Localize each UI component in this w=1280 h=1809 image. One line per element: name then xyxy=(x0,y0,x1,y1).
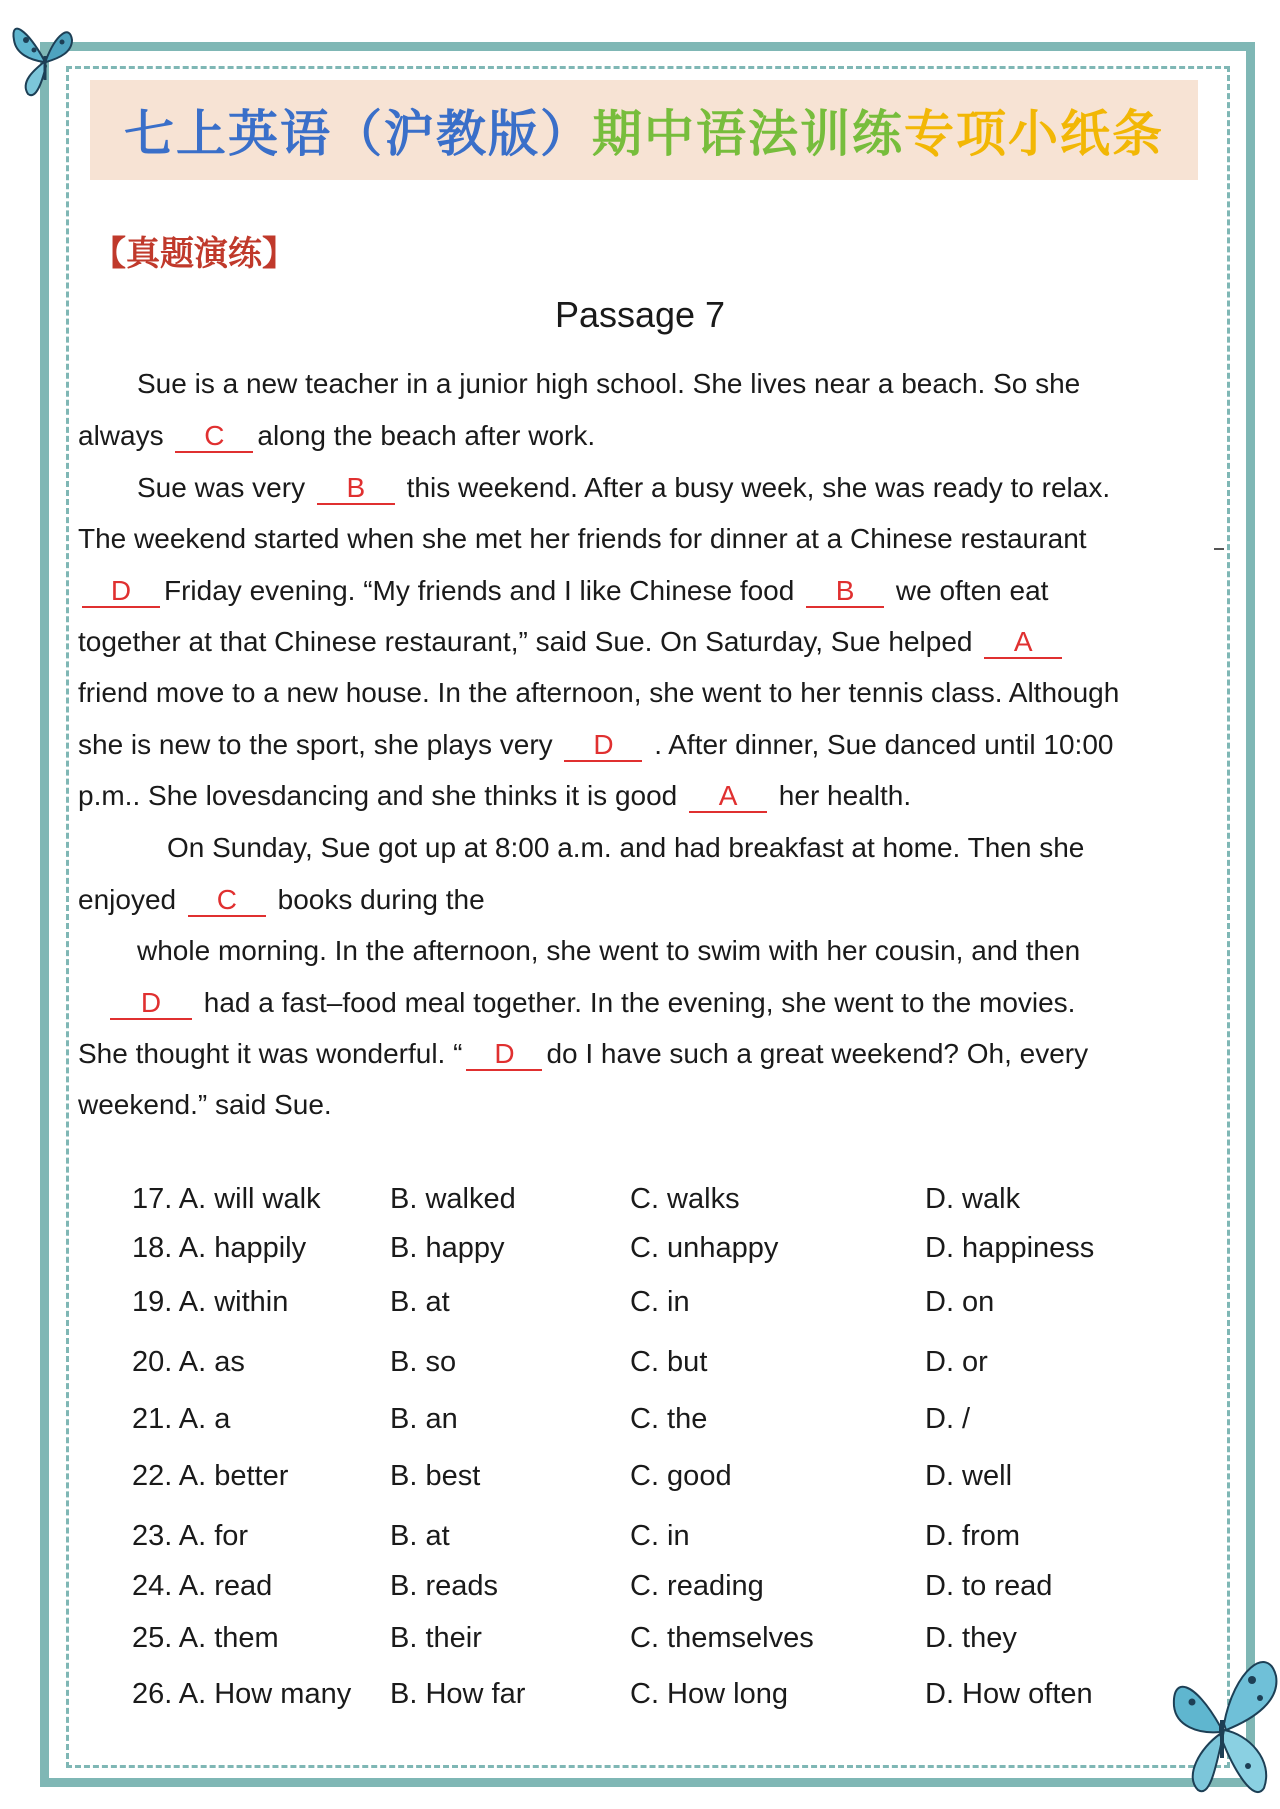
passage-text: she is new to the sport, she plays very xyxy=(78,729,561,760)
passage-line xyxy=(78,880,485,920)
passage-text: The weekend started when she met her friends for dinner at a Chinese restaurant xyxy=(78,523,1087,554)
option-d: D. on xyxy=(925,1286,995,1318)
option-b: B. so xyxy=(390,1346,457,1378)
option-c: C. themselves xyxy=(630,1622,814,1654)
title-part-2: 期中语法训练 xyxy=(592,105,904,163)
passage-text: whole morning. In the afternoon, she went to swim with her cousin, and then xyxy=(137,935,1081,966)
passage-text: Friday evening. “My friends and I like Chinese food xyxy=(164,575,803,606)
option-d: D. to read xyxy=(925,1570,1053,1602)
passage-text: Sue was very xyxy=(137,472,313,503)
option-c: C. in xyxy=(630,1520,690,1552)
answer-blank: D xyxy=(466,1039,542,1071)
option-b: B. at xyxy=(390,1286,450,1318)
title-part-3: 专项小纸条 xyxy=(904,105,1164,163)
passage-text: we often eat xyxy=(888,575,1049,606)
option-a: 22. A. better xyxy=(132,1460,289,1492)
option-d: D. walk xyxy=(925,1183,1021,1215)
butterfly-icon xyxy=(1164,1640,1280,1809)
option-c: C. unhappy xyxy=(630,1232,779,1264)
passage-text: books during the xyxy=(269,884,485,915)
option-d: D. they xyxy=(925,1622,1017,1654)
option-b: B. their xyxy=(390,1622,482,1654)
option-c: C. but xyxy=(630,1346,708,1378)
option-b: B. an xyxy=(390,1403,458,1435)
passage-text: her health. xyxy=(771,780,912,811)
option-d: D. from xyxy=(925,1520,1021,1552)
option-b: B. reads xyxy=(390,1570,498,1602)
passage-text: had a fast–food meal together. In the evening, she went to the movies. xyxy=(196,987,1076,1018)
passage-title: Passage 7 xyxy=(554,294,726,335)
passage-line xyxy=(78,1085,332,1125)
passage-line xyxy=(106,983,1075,1023)
passage-text: weekend.” said Sue. xyxy=(78,1089,332,1120)
passage-line xyxy=(137,931,1080,971)
option-a: 17. A. will walk xyxy=(132,1183,321,1215)
option-a: 21. A. a xyxy=(132,1403,231,1435)
passage-text: friend move to a new house. In the afternoon, she went to her tennis class. Although xyxy=(78,677,1120,708)
passage-text: this weekend. After a busy week, she was ready to relax. xyxy=(398,472,1111,503)
passage-line xyxy=(78,571,1048,611)
option-d: D. or xyxy=(925,1346,988,1378)
passage-line xyxy=(78,622,1066,662)
margin-mark xyxy=(1214,548,1224,550)
answer-blank: D xyxy=(82,576,160,608)
option-b: B. at xyxy=(390,1520,450,1552)
option-d: D. How often xyxy=(925,1678,1093,1710)
passage-line xyxy=(78,416,595,456)
answer-blank: A xyxy=(689,781,767,813)
option-a: 19. A. within xyxy=(132,1286,289,1318)
passage-text: Sue is a new teacher in a junior high school. She lives near a beach. So she xyxy=(137,368,1081,399)
option-d: D. well xyxy=(925,1460,1013,1492)
title-banner xyxy=(90,80,1198,180)
passage-text: along the beach after work. xyxy=(257,420,596,451)
passage-text: p.m.. She lovesdancing and she thinks it is good xyxy=(78,780,686,811)
answer-blank: B xyxy=(317,473,395,505)
option-a: 23. A. for xyxy=(132,1520,249,1552)
answer-blank: B xyxy=(806,576,884,608)
option-a: 25. A. them xyxy=(132,1622,279,1654)
answer-blank: D xyxy=(110,988,192,1020)
passage-text: do I have such a great weekend? Oh, every xyxy=(546,1038,1089,1069)
option-b: B. best xyxy=(390,1460,481,1492)
passage-line xyxy=(78,1034,1088,1074)
option-c: C. good xyxy=(630,1460,732,1492)
passage-text: She thought it was wonderful. “ xyxy=(78,1038,463,1069)
passage-text: together at that Chinese restaurant,” said Sue. On Saturday, Sue helped xyxy=(78,626,981,657)
answer-blank: C xyxy=(175,421,253,453)
passage-text: On Sunday, Sue got up at 8:00 a.m. and had breakfast at home. Then she xyxy=(167,832,1085,863)
option-c: C. the xyxy=(630,1403,708,1435)
passage-line xyxy=(78,776,911,816)
passage-text: enjoyed xyxy=(78,884,184,915)
butterfly-icon xyxy=(8,10,80,102)
option-b: B. walked xyxy=(390,1183,516,1215)
passage-line xyxy=(137,468,1110,508)
option-d: D. happiness xyxy=(925,1232,1095,1264)
option-a: 20. A. as xyxy=(132,1346,245,1378)
passage-line xyxy=(137,364,1080,404)
passage-text: always xyxy=(78,420,172,451)
option-b: B. How far xyxy=(390,1678,526,1710)
title-part-1: 七上英语（沪教版） xyxy=(124,105,592,163)
option-c: C. reading xyxy=(630,1570,764,1602)
answer-blank: C xyxy=(188,885,266,917)
option-a: 24. A. read xyxy=(132,1570,273,1602)
passage-line xyxy=(167,828,1084,868)
option-c: C. in xyxy=(630,1286,690,1318)
option-c: C. walks xyxy=(630,1183,740,1215)
answer-blank: D xyxy=(564,730,642,762)
option-b: B. happy xyxy=(390,1232,505,1264)
option-d: D. / xyxy=(925,1403,971,1435)
passage-line xyxy=(78,519,1087,559)
option-c: C. How long xyxy=(630,1678,788,1710)
passage-text: . After dinner, Sue danced until 10:00 xyxy=(646,729,1114,760)
passage-line xyxy=(78,725,1113,765)
option-a: 26. A. How many xyxy=(132,1678,352,1710)
passage-line xyxy=(78,673,1119,713)
section-label: 【真题演练】 xyxy=(92,234,296,274)
option-a: 18. A. happily xyxy=(132,1232,307,1264)
answer-blank: A xyxy=(984,627,1062,659)
